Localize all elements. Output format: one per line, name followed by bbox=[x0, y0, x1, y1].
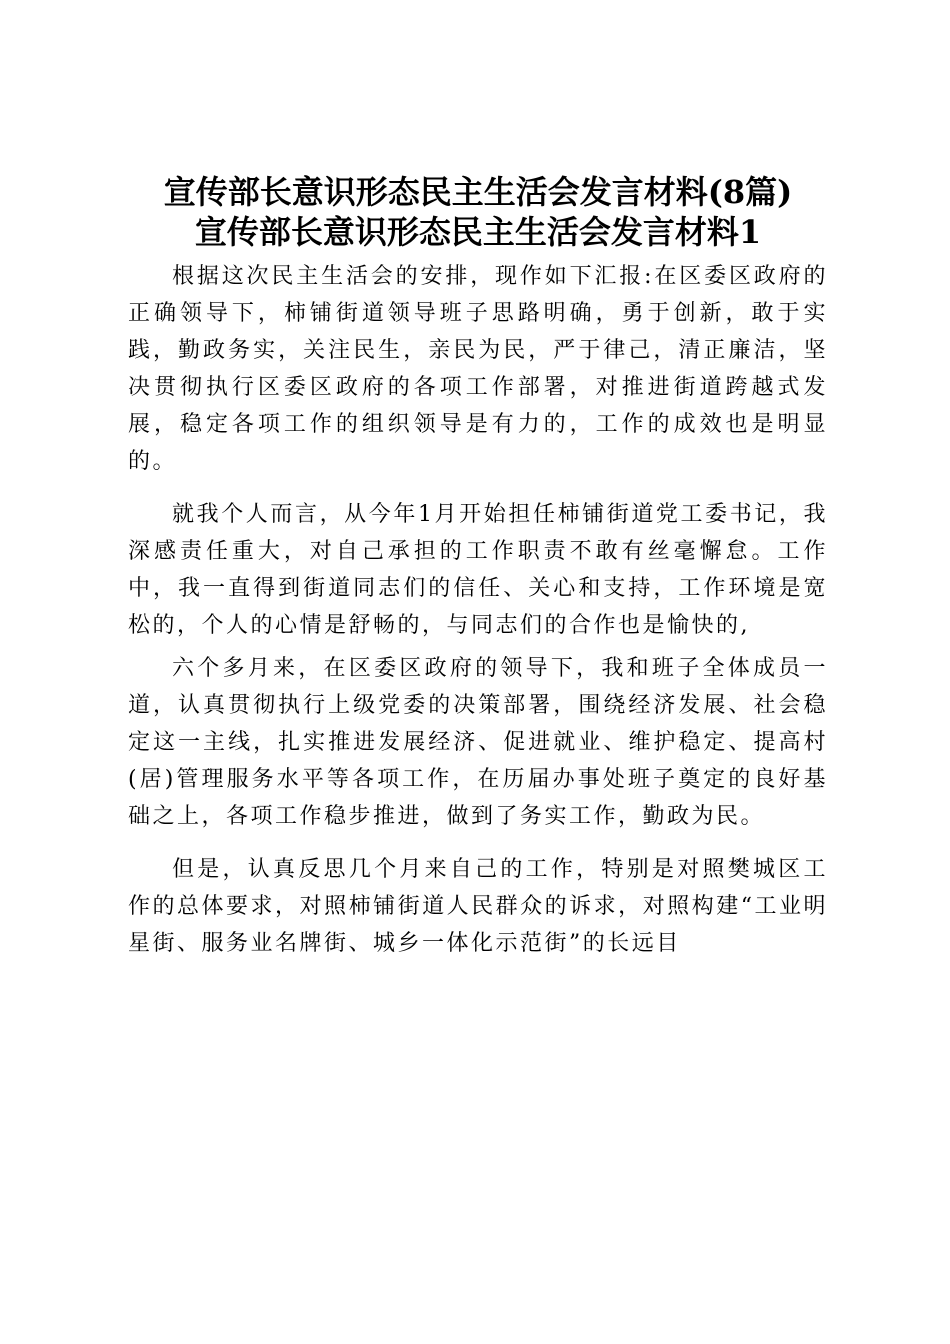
paragraph-1: 根据这次民主生活会的安排，现作如下汇报:在区委区政府的正确领导下，柿铺街道领导班子思路明确，勇于创新，敢于实践，勤政务实，关注民生，亲民为民，严于律己，清正廉洁，坚决贯彻执行区委区政府的各项工作部署，对推进街道跨越式发展，稳定各项工作的组织领导是有力的，工作的成效也是明显的。 bbox=[128, 264, 828, 474]
paragraph-2: 就我个人而言，从今年1月开始担任柿铺街道党工委书记，我深感责任重大，对自己承担的工作职责不敢有丝毫懈怠。工作中，我一直得到街道同志们的信任、关心和支持，工作环境是宽松的，个人的心情是舒畅的，与同志们的合作也是愉快的, bbox=[128, 502, 828, 638]
document-subtitle: 宣传部长意识形态民主生活会发言材料1 bbox=[194, 213, 762, 251]
paragraph-4: 但是，认真反思几个月来自己的工作，特别是对照樊城区工作的总体要求，对照柿铺街道人民群众的诉求，对照构建“工业明星街、服务业名牌街、城乡一体化示范街”的长远目 bbox=[128, 857, 828, 956]
document-body bbox=[128, 258, 828, 962]
paragraph-3: 六个多月来，在区委区政府的领导下，我和班子全体成员一道，认真贯彻执行上级党委的决策部署，围绕经济发展、社会稳定这一主线，扎实推进发展经济、促进就业、维护稳定、提高村(居)管理服务水平等各项工作，在历届办事处班子奠定的良好基础之上，各项工作稳步推进，做到了务实工作，勤政为民。 bbox=[128, 656, 828, 829]
document-content bbox=[128, 172, 828, 962]
document-title: 宣传部长意识形态民主生活会发言材料(8篇) bbox=[163, 173, 793, 211]
